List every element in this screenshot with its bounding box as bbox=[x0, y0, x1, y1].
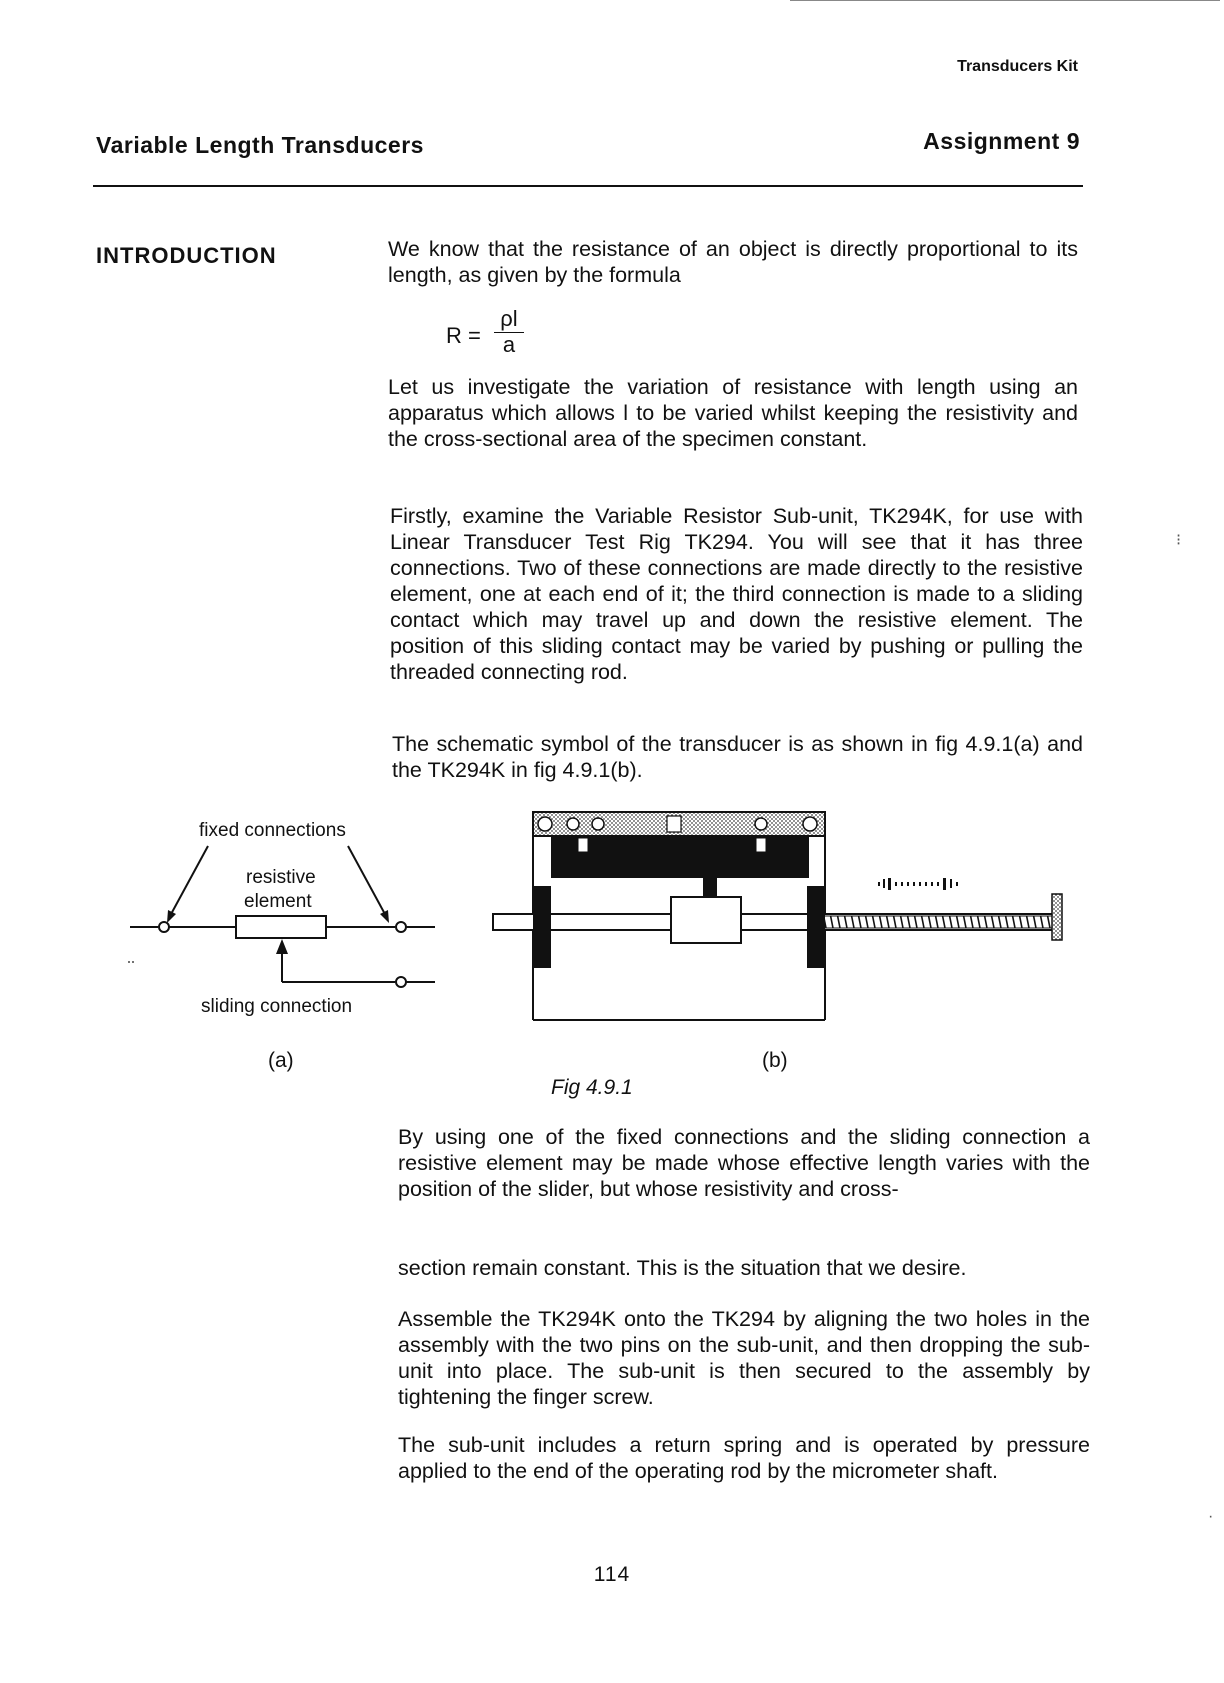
sliding-connection-label: sliding connection bbox=[201, 996, 353, 1017]
terminal-1 bbox=[567, 818, 579, 830]
caption-a: (a) bbox=[268, 1049, 294, 1072]
kit-name: Transducers Kit bbox=[957, 58, 1078, 75]
rod-end-knob bbox=[1052, 894, 1062, 940]
paragraph-2: Let us investigate the variation of resistance with length using an apparatus which allows l to be varied whilst keeping the resistivity and the cross-sectional area of the specimen constant. bbox=[388, 375, 1078, 451]
paragraph-5: By using one of the fixed connections and the sliding connection a resistive element may be made whose effective length varies with the position of the slider, but whose resistivity and cross- bbox=[398, 1125, 1090, 1201]
top-scan-line bbox=[790, 0, 1220, 1]
caption-b: (b) bbox=[762, 1049, 788, 1072]
element-label: element bbox=[244, 891, 312, 912]
sliding-terminal bbox=[396, 977, 406, 987]
paragraph-6: section remain constant. This is the situation that we desire. bbox=[398, 1256, 967, 1280]
schematic-symbol bbox=[110, 830, 450, 1010]
right-pointer-line bbox=[348, 846, 386, 916]
paragraph-4: The schematic symbol of the transducer is as shown in fig 4.9.1(a) and the TK294K in fig 4.9.1(b). bbox=[392, 732, 1083, 782]
threaded-section bbox=[823, 916, 1055, 928]
left-terminal bbox=[159, 922, 169, 932]
screw-head-left bbox=[538, 817, 552, 831]
left-pointer-arrow bbox=[167, 910, 176, 923]
formula-denominator: a bbox=[502, 332, 516, 357]
end-block-right bbox=[807, 886, 825, 968]
finger-screw bbox=[667, 816, 681, 832]
resistance-formula bbox=[446, 306, 526, 362]
figure-caption: Fig 4.9.1 bbox=[551, 1076, 633, 1099]
paragraph-7: Assemble the TK294K onto the TK294 by aligning the two holes in the assembly with the two pins on the sub-unit, and then dropping the sub-unit into place. The sub-unit is then secured to the assembly by tightening the finger screw. bbox=[398, 1307, 1090, 1409]
wiper-arrow bbox=[276, 939, 288, 954]
end-block-left bbox=[533, 886, 551, 968]
left-pointer-line bbox=[170, 846, 208, 916]
paragraph-8: The sub-unit includes a return spring and is operated by pressure applied to the end of the operating rod by the micrometer shaft. bbox=[398, 1433, 1090, 1483]
resistor-body bbox=[236, 916, 326, 938]
resistive-track bbox=[551, 836, 809, 878]
header-divider bbox=[93, 185, 1083, 187]
page-title: Variable Length Transducers bbox=[96, 132, 424, 158]
formula-numerator: ρl bbox=[500, 306, 518, 331]
right-terminal bbox=[396, 922, 406, 932]
page-number: 114 bbox=[593, 1563, 631, 1586]
terminal-3 bbox=[755, 818, 767, 830]
scan-speck-2: · bbox=[1208, 1508, 1214, 1525]
screw-head-right bbox=[803, 817, 817, 831]
wiper-post bbox=[703, 878, 717, 898]
resistive-label: resistive bbox=[246, 867, 316, 888]
terminal-2 bbox=[592, 818, 604, 830]
pin-left bbox=[578, 838, 588, 852]
paragraph-3: Firstly, examine the Variable Resistor Sub-unit, TK294K, for use with Linear Transducer Test Rig TK294. You will see that it has three connections. Two of these connections are made directly to the resistive element, one at each end of it; the third connection is made to a sliding contact which may travel up and down the resistive element. The position of this sliding contact may be varied by pushing or pulling the threaded connecting rod. bbox=[390, 504, 1083, 684]
pin-right bbox=[756, 838, 766, 852]
scan-speck-1: ⁝ bbox=[1176, 532, 1182, 549]
formula-lhs: R = bbox=[446, 323, 481, 348]
scale-marks bbox=[878, 878, 958, 890]
slider-carriage bbox=[671, 897, 741, 943]
fixed-connections-label: fixed connections bbox=[199, 820, 346, 841]
right-pointer-arrow bbox=[380, 910, 389, 923]
section-heading: INTRODUCTION bbox=[96, 243, 277, 268]
assignment-label: Assignment 9 bbox=[923, 128, 1080, 154]
paragraph-1: We know that the resistance of an object is directly proportional to its length, as given by the formula bbox=[388, 237, 1078, 287]
tk294k-drawing bbox=[485, 808, 1075, 1028]
